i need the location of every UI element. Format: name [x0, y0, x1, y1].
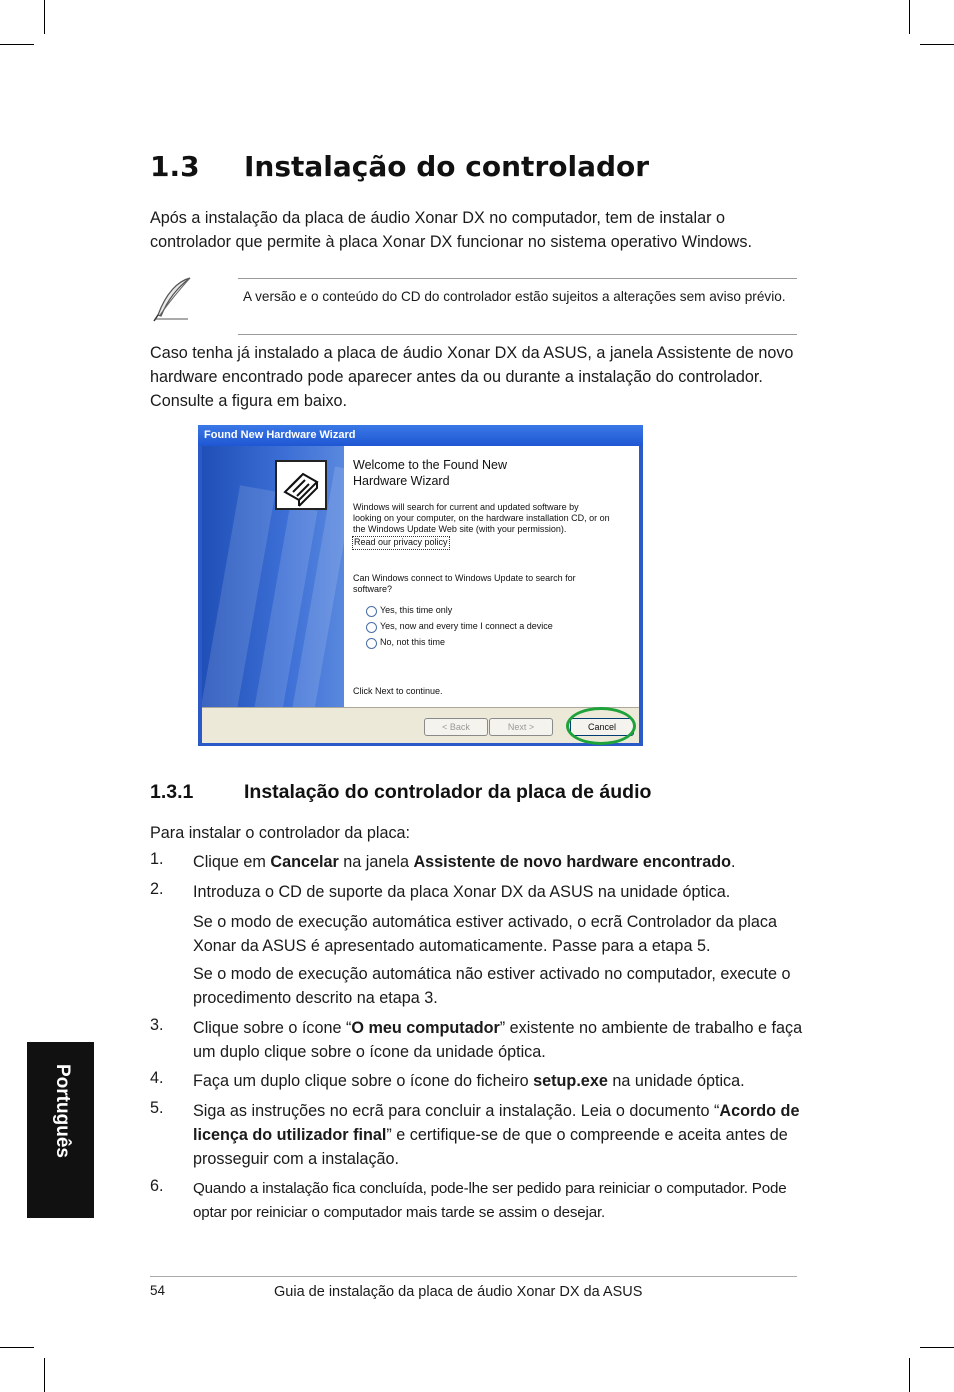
- step-6: Quando a instalação fica concluída, pode-lhe ser pedido para reiniciar o computador. Pode optar por reiniciar o computador mais tarde se assim o desejar.: [193, 1180, 787, 1221]
- crop-mark: [44, 0, 45, 34]
- section-title: Instalação do controlador: [244, 150, 650, 183]
- privacy-policy-link[interactable]: Read our privacy policy: [352, 536, 450, 550]
- crop-mark: [0, 44, 34, 45]
- cancel-button[interactable]: Cancel: [570, 718, 634, 736]
- option-label: Yes, this time only: [380, 605, 453, 615]
- step-number: 6.: [150, 1177, 164, 1195]
- step-number: 4.: [150, 1069, 164, 1087]
- crop-mark: [0, 1347, 34, 1348]
- note-text: A versão e o conteúdo do CD do controlador estão sujeitos a alterações sem aviso prévio.: [243, 289, 786, 304]
- step-5: Siga as instruções no ecrã para concluir a instalação. Leia o documento “Acordo de licença do utilizador final” e certifique-se de que o compreende e aceita antes de prosseguir com a instalação.: [193, 1102, 800, 1168]
- crop-mark: [909, 1358, 910, 1392]
- wizard-body-line: the Windows Update Web site (with your permission).: [353, 524, 567, 534]
- wizard-window: [198, 425, 643, 746]
- section-number: 1.3: [150, 150, 200, 183]
- radio-yes-this-time[interactable]: [366, 606, 377, 617]
- step-2: Introduza o CD de suporte da placa Xonar DX da ASUS na unidade óptica.: [193, 883, 731, 901]
- highlight-circle: [566, 707, 636, 745]
- crop-mark: [44, 1358, 45, 1392]
- footer-title: Guia de instalação da placa de áudio Xonar DX da ASUS: [274, 1284, 643, 1300]
- language-tab: [27, 1042, 94, 1218]
- back-button[interactable]: < Back: [424, 718, 488, 736]
- step-number: 5.: [150, 1099, 164, 1117]
- step-number: 1.: [150, 850, 164, 868]
- section-heading: [150, 150, 649, 183]
- wizard-heading-line2: Hardware Wizard: [353, 474, 450, 488]
- crop-mark: [920, 1347, 954, 1348]
- subsection-title: Instalação do controlador da placa de áudio: [244, 781, 652, 803]
- wizard-heading-line1: Welcome to the Found New: [353, 458, 508, 472]
- feather-pen-icon: [150, 275, 196, 323]
- wizard-explanation-paragraph: Caso tenha já instalado a placa de áudio Xonar DX da ASUS, a janela Assistente de novo hardware encontrado pode aparecer antes da ou durante a instalação do controlador. Consulte a figura em baixo.: [150, 344, 794, 410]
- wizard-content: [344, 446, 639, 730]
- footer-rule: [150, 1276, 797, 1277]
- wizard-title: Found New Hardware Wizard: [204, 429, 356, 441]
- next-button[interactable]: Next >: [489, 718, 553, 736]
- hardware-icon: [275, 460, 327, 510]
- wizard-body-line: looking on your computer, on the hardware installation CD, or on: [353, 513, 610, 523]
- language-label: Português: [52, 1064, 73, 1158]
- wizard-question-line2: software?: [353, 584, 393, 594]
- page-number: 54: [150, 1283, 166, 1298]
- wizard-footer-text: Click Next to continue.: [353, 686, 443, 696]
- note-bottom-rule: [238, 334, 797, 335]
- subsection-number: 1.3.1: [150, 781, 194, 803]
- step-4: Faça um duplo clique sobre o ícone do ficheiro setup.exe na unidade óptica.: [193, 1072, 745, 1090]
- crop-mark: [909, 0, 910, 34]
- step-2-detail-b: Se o modo de execução automática não estiver activado no computador, execute o procedimento descrito na etapa 3.: [193, 965, 791, 1007]
- radio-no-not-this-time[interactable]: [366, 638, 377, 649]
- step-2-detail-a: Se o modo de execução automática estiver activado, o ecrã Controlador da placa Xonar da ASUS é apresentado automaticamente. Passe para a etapa 5.: [193, 913, 777, 955]
- steps-intro: Para instalar o controlador da placa:: [150, 824, 411, 842]
- wizard-side-panel: [202, 446, 344, 730]
- wizard-question-line1: Can Windows connect to Windows Update to search for: [353, 573, 576, 583]
- step-number: 3.: [150, 1016, 164, 1034]
- subsection-heading: [150, 781, 651, 804]
- note-top-rule: [238, 278, 797, 279]
- radio-yes-every-time[interactable]: [366, 622, 377, 633]
- step-number: 2.: [150, 880, 164, 898]
- option-label: No, not this time: [380, 637, 446, 647]
- wizard-body-line: Windows will search for current and updated software by: [353, 502, 579, 512]
- step-3: Clique sobre o ícone “O meu computador” existente no ambiente de trabalho e faça um duplo clique sobre o ícone da unidade óptica.: [193, 1019, 803, 1061]
- crop-mark: [920, 44, 954, 45]
- wizard-title-bar: [198, 425, 643, 446]
- step-1: Clique em Cancelar na janela Assistente de novo hardware encontrado.: [193, 853, 736, 871]
- option-label: Yes, now and every time I connect a device: [380, 621, 553, 631]
- intro-paragraph: Após a instalação da placa de áudio Xonar DX no computador, tem de instalar o controlador que permite à placa Xonar DX funcionar no sistema operativo Windows.: [150, 209, 752, 251]
